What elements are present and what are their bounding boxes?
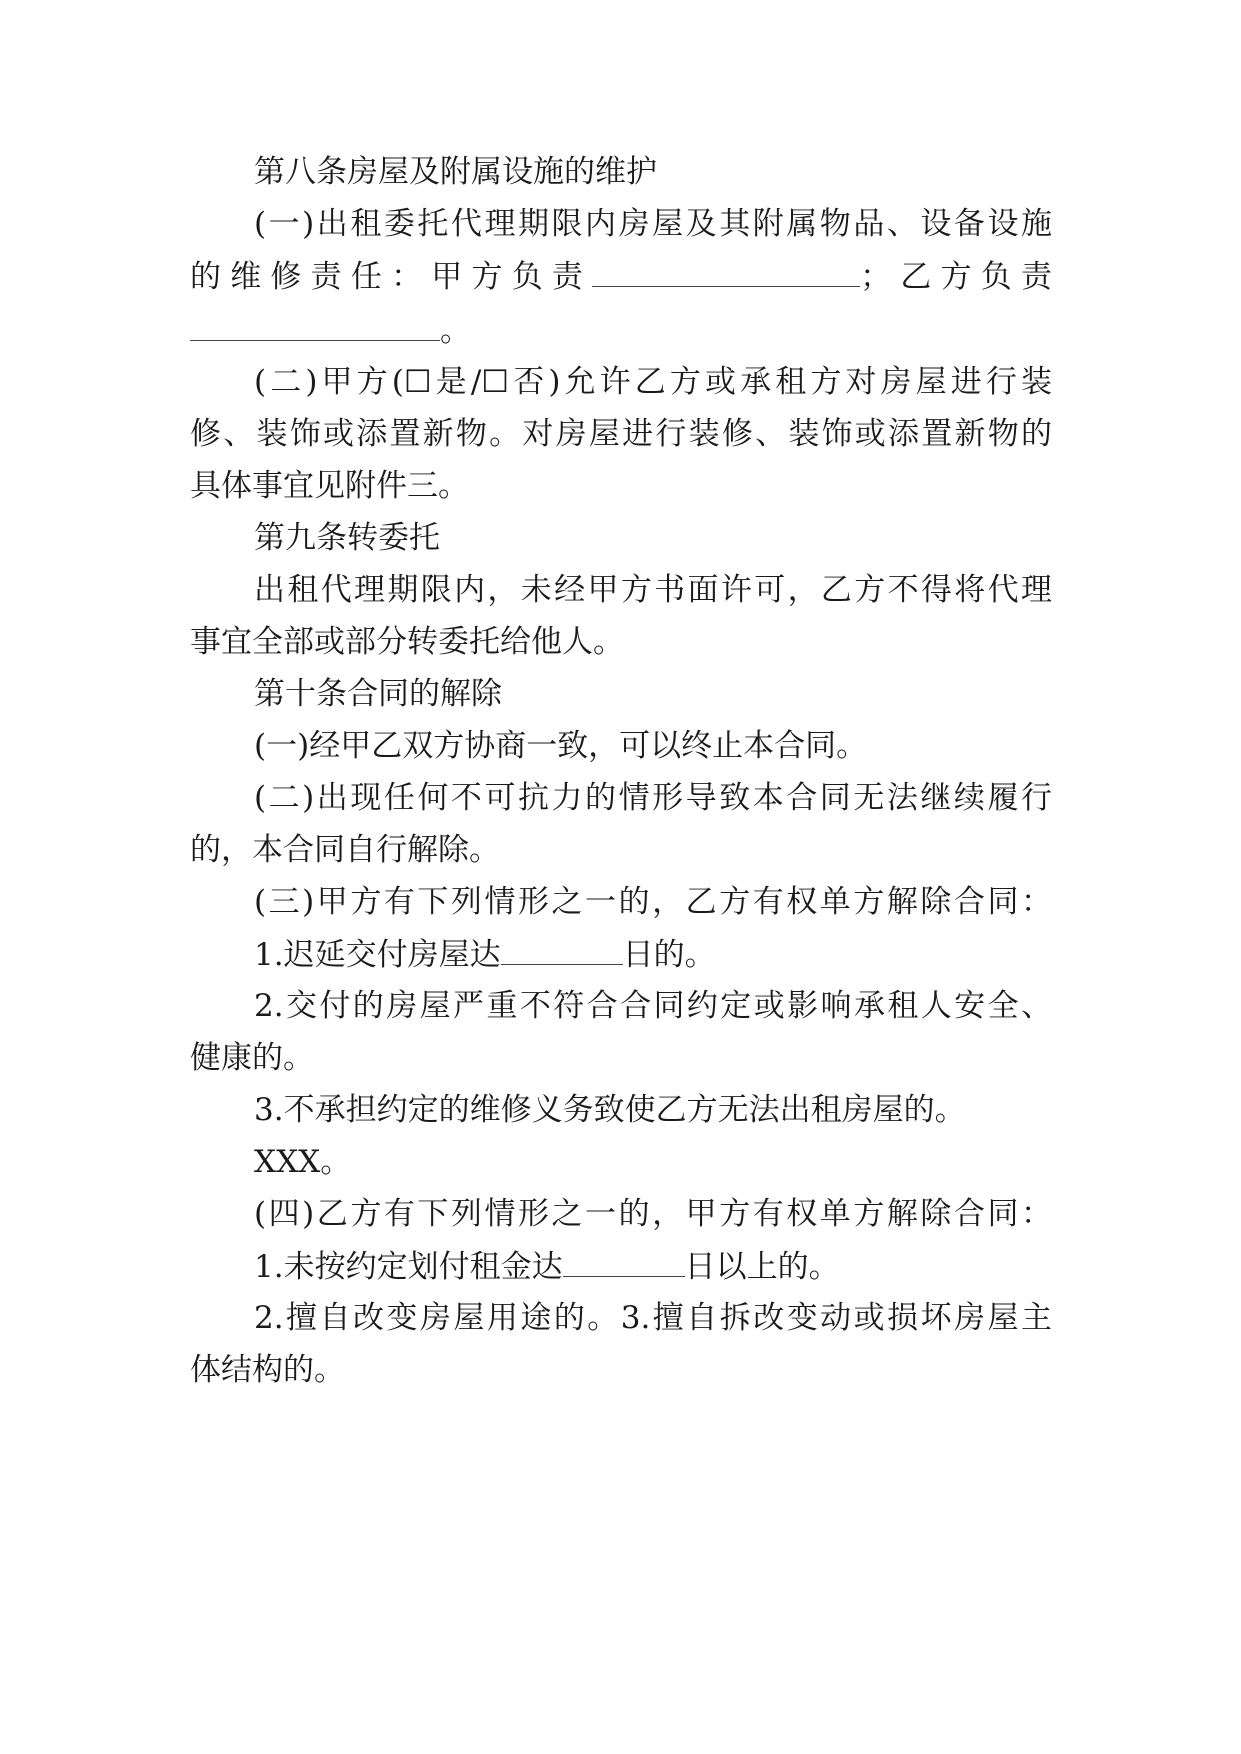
article-8-para-2-line-1: (二)甲方(☐是/☐否)允许乙方或承租方对房屋进行装 <box>254 364 1052 400</box>
article-10-para-2-line-2: 的，本合同自行解除。 <box>190 832 500 868</box>
article-8-para-1-line-3: 。 <box>190 310 471 350</box>
article-8-para-1-line-1: (一)出租委托代理期限内房屋及其附属物品、设备设施 <box>254 206 1052 242</box>
article-8-para-1-line-2 <box>190 256 1052 296</box>
article-9-para-1-line-1: 出租代理期限内，未经甲方书面许可，乙方不得将代理 <box>254 572 1052 608</box>
article-10-para-1: (一)经甲乙双方协商一致，可以终止本合同。 <box>254 728 868 764</box>
article-10-para-3-item-1: 1.迟延交付房屋达 日的。 <box>254 934 716 974</box>
article-8-title: 第八条房屋及附属设施的维护 <box>254 154 657 190</box>
article-10-para-3-item-2-line-2: 健康的。 <box>190 1040 314 1076</box>
delivery-delay-days-blank[interactable] <box>501 934 623 965</box>
maintenance-party-a-label: 的维修责任：甲方负责 <box>190 259 593 295</box>
article-10-para-4-item-1: 1.未按约定划付租金达 日以上的。 <box>254 1246 840 1286</box>
article-8-para-2-line-2: 修、装饰或添置新物。对房屋进行装修、装饰或添置新物的 <box>190 416 1052 452</box>
maintenance-party-b-label: ；乙方负责 <box>860 259 1053 295</box>
article-10-para-3-item-2-line-1: 2.交付的房屋严重不符合合同约定或影响承租人安全、 <box>254 988 1052 1024</box>
article-8-para-2-line-3: 具体事宜见附件三。 <box>190 468 469 504</box>
party-a-maintenance-blank[interactable] <box>592 256 860 287</box>
article-10-para-4: (四)乙方有下列情形之一的，甲方有权单方解除合同： <box>254 1196 1052 1232</box>
article-10-title: 第十条合同的解除 <box>254 676 502 712</box>
article-10-para-3-item-3: 3.不承担约定的维修义务致使乙方无法出租房屋的。 <box>254 1092 966 1128</box>
article-10-para-2-line-1: (二)出现任何不可抗力的情形导致本合同无法继续履行 <box>254 780 1052 816</box>
article-10-para-4-item-2-line-1: 2.擅自改变房屋用途的。3.擅自拆改变动或损坏房屋主 <box>254 1300 1052 1336</box>
article-9-title: 第九条转委托 <box>254 520 440 556</box>
rent-overdue-days-blank[interactable] <box>563 1246 685 1277</box>
article-10-para-3-xxx: XXX。 <box>254 1144 352 1180</box>
party-b-maintenance-blank[interactable] <box>190 310 440 341</box>
article-10-para-4-item-2-line-2: 体结构的。 <box>190 1352 345 1388</box>
article-10-para-3: (三)甲方有下列情形之一的，乙方有权单方解除合同： <box>254 884 1052 920</box>
article-9-para-1-line-2: 事宜全部或部分转委托给他人。 <box>190 624 624 660</box>
